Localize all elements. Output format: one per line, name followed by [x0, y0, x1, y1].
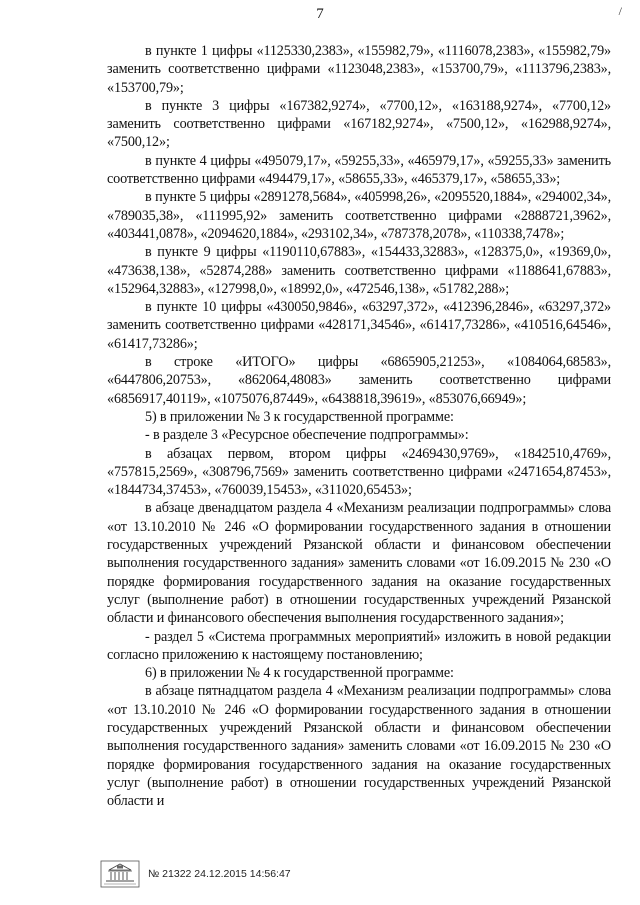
- registration-stamp: № 21322 24.12.2015 14:56:47: [148, 868, 291, 880]
- paragraph-10: в абзацах первом, втором цифры «2469430,9769», «1842510,4769», «757815,2569», «308796,7569» заменить соответственно цифрами «2471654,87453», «1844734,37453», «760039,15453», «311020,65453»;: [107, 445, 611, 499]
- document-footer: [100, 860, 291, 888]
- paragraph-3: в пункте 4 цифры «495079,17», «59255,33», «465979,17», «59255,33» заменить соответственно цифрами «494479,17», «58655,33», «465379,17», «58655,33»;: [107, 152, 611, 188]
- paragraph-1: в пункте 1 цифры «1125330,2383», «155982,79», «1116078,2383», «155982,79» заменить соответственно цифрами «1123048,2383», «153700,79», «1113796,2383», «153700,79»;: [107, 43, 611, 96]
- paragraph-14: в абзаце пятнадцатом раздела 4 «Механизм реализации подпрограммы» слова «от 13.10.2010 № 246 «О формировании государственного задания в отношении государственных учреждений Рязанской области и финансовом обеспечении выполнения государственного задания» заменить словами «от 16.09.2015 № 230 «О порядке формирования государственного задания на оказание государственных услуг (выполнение работ) в отношении государственных учреждений Рязанской области и: [107, 683, 611, 810]
- paragraph-7: в строке «ИТОГО» цифры «6865905,21253», «1084064,68583», «6447806,20753», «862064,48083» заменить соответственно цифрами «6856917,40119», «1075076,87449», «6438818,39619», «853076,66949»;: [107, 354, 611, 407]
- paragraph-4: в пункте 5 цифры «2891278,5684», «405998,26», «2095520,1884», «294002,34», «789035,38», «111995,92» заменить соответственно цифрами «2888721,3962», «403441,0878», «2094620,1884», «293102,34», «787378,2078», «110338,7478»;: [107, 189, 611, 242]
- page-number: 7: [316, 6, 324, 22]
- paragraph-12: - раздел 5 «Система программных мероприятий» изложить в новой редакции согласно приложению к настоящему постановлению;: [107, 628, 611, 663]
- paragraph-2: в пункте 3 цифры «167382,9274», «7700,12», «163188,9274», «7700,12» заменить соответственно цифрами «167182,9274», «7500,12», «162988,9274», «7500,12»;: [107, 97, 611, 151]
- paragraph-11: в абзаце двенадцатом раздела 4 «Механизм реализации подпрограммы» слова «от 13.10.2010 № 246 «О формировании государственного задания в отношении государственных учреждений Рязанской области и финансовом обеспечении выполнения государственного задания» заменить словами «от 16.09.2015 № 230 «О порядке формирования государственного задания на оказание государственных услуг (выполнение работ) в отношении государственных учреждений Рязанской области и финансового обеспечения выполнения государственного задания»;: [107, 500, 611, 627]
- paragraph-9: - в разделе 3 «Ресурсное обеспечение подпрограммы»:: [145, 427, 469, 444]
- paragraph-13: 6) в приложении № 4 к государственной программе:: [145, 665, 454, 682]
- paragraph-5: в пункте 9 цифры «1190110,67883», «154433,32883», «128375,0», «19369,0», «473638,138», «52874,288» заменить соответственно цифрами «1188641,67883», «152964,32883», «127998,0», «18992,0», «472546,138», «51782,288»;: [107, 244, 611, 297]
- paragraph-8: 5) в приложении № 3 к государственной программе:: [145, 408, 454, 425]
- document-body: [107, 42, 611, 810]
- government-building-logo-icon: [100, 860, 140, 888]
- corner-mark: /: [618, 4, 622, 18]
- paragraph-6: в пункте 10 цифры «430050,9846», «63297,372», «412396,2846», «63297,372» заменить соответственно цифрами «428171,34546», «61417,73286», «410516,64546», «61417,73286»;: [107, 299, 611, 352]
